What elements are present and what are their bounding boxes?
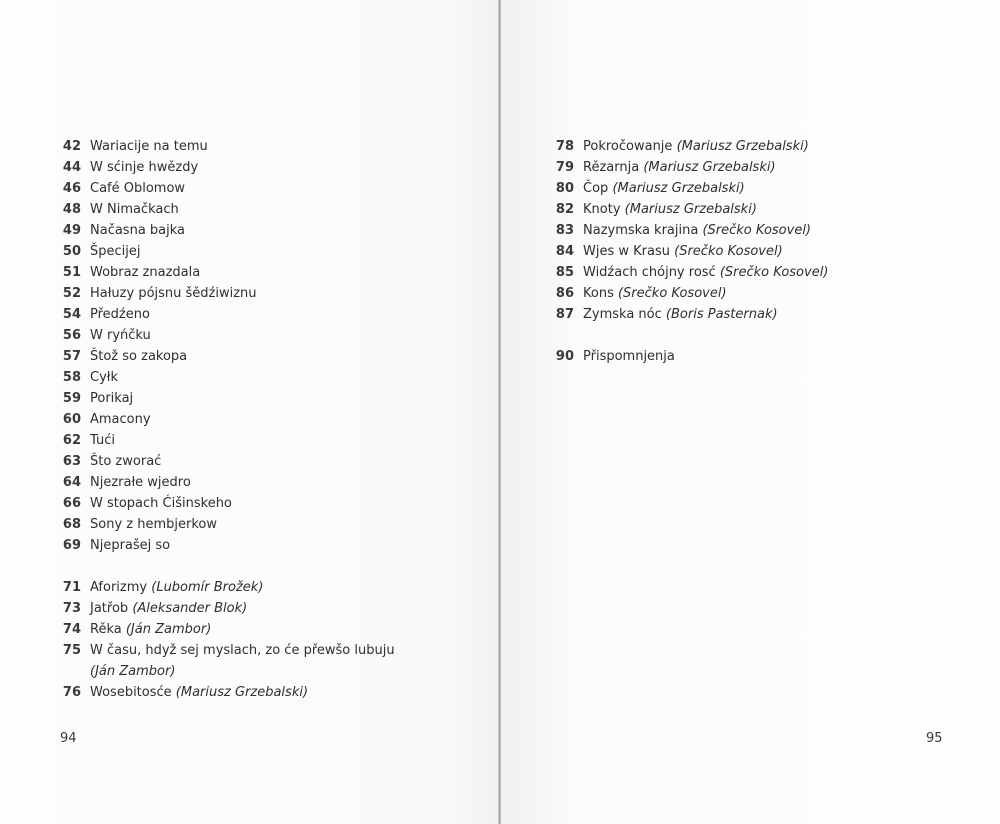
poem-title: Amacony (90, 412, 151, 427)
poem-title: Wosebitosće (90, 685, 172, 700)
poem-title: Wjes w Krasu (583, 244, 670, 259)
toc-entry (549, 199, 828, 220)
toc-page-number: 85 (555, 265, 574, 280)
toc-entry (56, 577, 395, 598)
toc-page-number: 63 (62, 454, 81, 469)
poem-title: Wobraz znazdala (90, 265, 201, 280)
toc-entry (56, 388, 395, 409)
toc-title (90, 451, 161, 472)
poem-title: Nazymska krajina (583, 223, 699, 238)
poem-author: (Lubomír Brožek) (151, 580, 264, 595)
toc-title (90, 346, 187, 367)
toc-page-number: 57 (62, 349, 81, 364)
toc-page-number: 60 (62, 412, 81, 427)
toc-page-number: 78 (555, 139, 574, 154)
poem-author: (Mariusz Grzebalski) (643, 160, 776, 175)
toc-page-number: 82 (555, 202, 574, 217)
poem-author: (Mariusz Grzebalski) (612, 181, 745, 196)
poem-author: (Ján Zambor) (90, 664, 176, 679)
poem-title: Café Oblomow (90, 181, 186, 196)
toc-title (90, 199, 179, 220)
toc-entry (56, 493, 395, 514)
poem-title: Pokročowanje (583, 139, 673, 154)
toc-title (583, 220, 811, 241)
toc-title (583, 199, 757, 220)
toc-title (583, 283, 727, 304)
toc-page-number: 84 (555, 244, 574, 259)
toc-title (583, 304, 778, 325)
toc-title (90, 619, 211, 640)
toc-entry (56, 262, 395, 283)
poem-author: (Mariusz Grzebalski) (175, 685, 309, 700)
toc-entry (56, 640, 395, 682)
poem-title: Sony z hembjerkow (90, 517, 217, 532)
poem-author: (Boris Pasternak) (665, 307, 778, 322)
poem-title: Hałuzy pójsnu šědźiwiznu (90, 286, 257, 301)
toc-page-number: 75 (62, 643, 81, 658)
toc-entry (56, 283, 395, 304)
toc-page-number: 49 (62, 223, 81, 238)
toc-title (90, 304, 150, 325)
toc-title (90, 598, 247, 619)
toc-page-number: 68 (62, 517, 81, 532)
toc-page-number: 79 (555, 160, 574, 175)
toc-page-number: 42 (62, 139, 81, 154)
poem-title: Štož so zakopa (90, 349, 188, 364)
toc-title (90, 409, 151, 430)
toc-entry (549, 304, 828, 325)
toc-entry (56, 514, 395, 535)
poem-title: Widźach chójny rosć (583, 265, 716, 280)
toc-entry (549, 241, 828, 262)
poem-title: W Nimačkach (90, 202, 179, 217)
toc-title (90, 388, 133, 409)
toc-title (90, 640, 395, 682)
poem-title: Načasna bajka (90, 223, 186, 238)
toc-page-number: 59 (62, 391, 81, 406)
toc-title (90, 367, 118, 388)
poem-title: Što zworać (90, 454, 162, 469)
toc-page-number: 74 (62, 622, 81, 637)
toc-page-number: 48 (62, 202, 81, 217)
toc-title (90, 577, 263, 598)
poem-title: Kons (583, 286, 614, 301)
poem-title: Porikaj (90, 391, 134, 406)
toc-title (90, 682, 308, 703)
toc-entry (56, 220, 395, 241)
toc-entry (56, 241, 395, 262)
toc-page-number: 87 (555, 307, 574, 322)
page-number-left: 94 (60, 731, 77, 746)
toc-entry (56, 178, 395, 199)
toc-spacer (56, 556, 395, 577)
toc-title (583, 262, 828, 283)
toc-entry (56, 157, 395, 178)
page-number-right: 95 (926, 731, 943, 746)
toc-page-number: 62 (62, 433, 81, 448)
toc-title (90, 493, 232, 514)
toc-title (90, 136, 208, 157)
toc-title (90, 262, 200, 283)
poem-title: W času, hdyž sej myslach, zo će přewšo lubuju (90, 643, 395, 658)
toc-title (90, 472, 191, 493)
toc-page-number: 86 (555, 286, 574, 301)
poem-author: (Srečko Kosovel) (719, 265, 829, 280)
toc-entry (549, 262, 828, 283)
toc-title (583, 136, 809, 157)
book-gutter (498, 0, 501, 824)
table-of-contents-right (549, 136, 828, 367)
poem-title: W ryńčku (90, 328, 151, 343)
toc-page-number: 51 (62, 265, 81, 280)
toc-page-number: 58 (62, 370, 81, 385)
toc-entry (56, 472, 395, 493)
toc-page-number: 50 (62, 244, 81, 259)
toc-entry (549, 136, 828, 157)
toc-page-number: 71 (62, 580, 81, 595)
toc-page-number: 56 (62, 328, 81, 343)
toc-page-number: 64 (62, 475, 81, 490)
toc-entry (56, 682, 395, 703)
toc-entry (549, 283, 828, 304)
toc-page-number: 80 (555, 181, 574, 196)
poem-title: Jatřob (90, 601, 129, 616)
toc-entry (56, 199, 395, 220)
toc-title (90, 430, 115, 451)
toc-entry (56, 598, 395, 619)
toc-title (90, 514, 217, 535)
poem-author: (Ján Zambor) (125, 622, 212, 637)
poem-author: (Mariusz Grzebalski) (624, 202, 757, 217)
poem-title: Čop (583, 181, 609, 196)
poem-title: Njezrałe wjedro (90, 475, 191, 490)
right-page (501, 0, 1000, 824)
poem-title: Špecijej (90, 244, 141, 259)
poem-title: Cyłk (90, 370, 118, 385)
toc-page-number: 46 (62, 181, 81, 196)
poem-title: Knoty (583, 202, 621, 217)
toc-entry (56, 409, 395, 430)
toc-page-number: 73 (62, 601, 81, 616)
poem-title: Wariacije na temu (90, 139, 208, 154)
toc-entry (549, 157, 828, 178)
toc-title (583, 178, 745, 199)
toc-title (90, 325, 151, 346)
toc-title (90, 283, 257, 304)
toc-entry (56, 535, 395, 556)
toc-entry (56, 430, 395, 451)
toc-title: Přispomnjenja (583, 349, 675, 364)
toc-entry (56, 325, 395, 346)
toc-title (583, 241, 783, 262)
toc-title (90, 178, 185, 199)
toc-entry (549, 220, 828, 241)
poem-title: Njeprašej so (90, 538, 171, 553)
poem-author: (Aleksander Blok) (132, 601, 248, 616)
poem-title: W stopach Ćišinskeho (90, 496, 232, 511)
toc-title (90, 157, 198, 178)
poem-title: W sćinje hwězdy (90, 160, 199, 175)
toc-spacer (549, 325, 828, 346)
poem-author: (Srečko Kosovel) (702, 223, 811, 238)
toc-entry (549, 178, 828, 199)
poem-title: Rězarnja (583, 160, 640, 175)
toc-page-number: 54 (62, 307, 81, 322)
toc-entry (56, 304, 395, 325)
poem-title: Tući (90, 433, 115, 448)
poem-title: Rěka (90, 622, 122, 637)
table-of-contents-left (56, 136, 395, 703)
poem-title: Aforizmy (90, 580, 148, 595)
toc-title (90, 220, 185, 241)
toc-page-number: 76 (62, 685, 81, 700)
toc-entry (549, 346, 828, 367)
toc-entry (56, 346, 395, 367)
toc-page-number: 52 (62, 286, 81, 301)
poem-author: (Mariusz Grzebalski) (676, 139, 809, 154)
toc-page-number: 44 (62, 160, 81, 175)
poem-author: (Srečko Kosovel) (617, 286, 727, 301)
toc-page-number: 83 (555, 223, 574, 238)
toc-entry (56, 367, 395, 388)
toc-page-number: 90 (555, 349, 574, 364)
poem-author: (Srečko Kosovel) (674, 244, 783, 259)
toc-entry (56, 451, 395, 472)
toc-page-number: 66 (62, 496, 81, 511)
toc-title (583, 157, 776, 178)
toc-entry (56, 136, 395, 157)
toc-title (90, 535, 170, 556)
toc-entry (56, 619, 395, 640)
toc-page-number: 69 (62, 538, 81, 553)
poem-title: Předźeno (90, 307, 150, 322)
toc-title (90, 241, 140, 262)
poem-title: Zymska nóc (583, 307, 662, 322)
